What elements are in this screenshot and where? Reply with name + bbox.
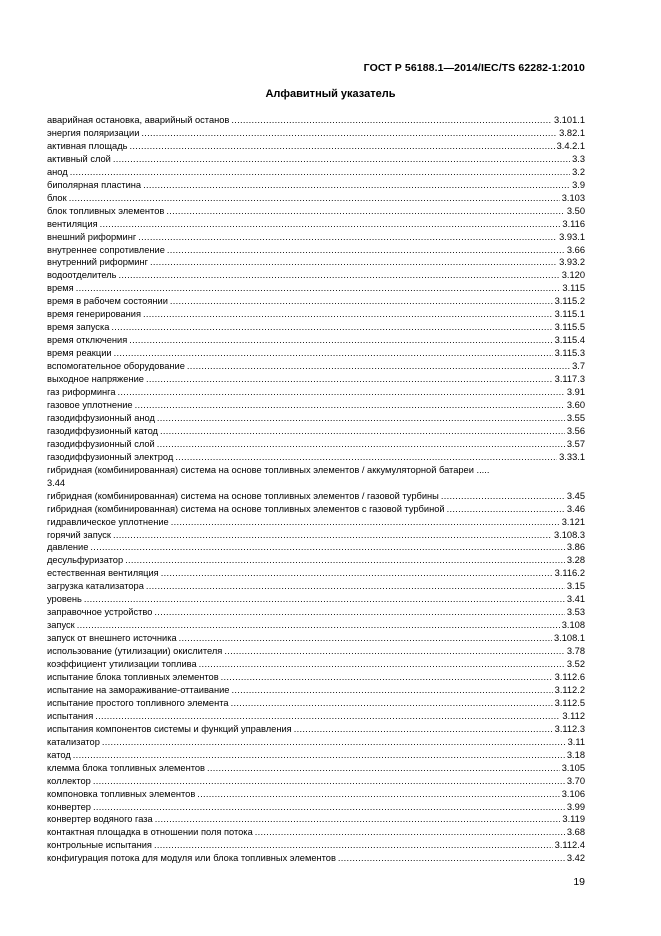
index-term: газодиффузионный слой (47, 438, 155, 449)
index-term: катод (47, 749, 71, 760)
index-term: газодиффузионный электрод (47, 451, 174, 462)
index-ref: 3.68 (566, 827, 585, 838)
dot-leader (141, 127, 557, 140)
index-entry (47, 244, 585, 257)
index-ref: 3.41 (566, 594, 585, 605)
index-ref: 3.93.1 (559, 231, 585, 242)
index-entry (47, 749, 585, 762)
index-entry (47, 308, 585, 321)
index-ref: 3.18 (566, 749, 585, 760)
index-ref: 3.60 (566, 399, 585, 410)
dot-leader (171, 516, 560, 529)
index-term: уровень (47, 594, 82, 605)
dot-leader (113, 529, 552, 542)
index-entry (47, 516, 585, 529)
index-entry (47, 529, 585, 542)
dot-leader (95, 710, 560, 723)
dot-leader (161, 567, 553, 580)
dot-leader (73, 749, 565, 762)
index-entry (47, 140, 585, 153)
dot-leader (150, 256, 557, 269)
index-ref: 3.9 (572, 179, 585, 190)
index-entry (47, 425, 585, 438)
index-entry (47, 826, 585, 839)
index-ref: 3.7 (572, 361, 585, 372)
dot-leader (114, 347, 553, 360)
dot-leader (338, 852, 565, 865)
index-term: биполярная пластина (47, 179, 142, 190)
index-entry (47, 282, 585, 295)
index-term: водоотделитель (47, 270, 117, 281)
index-term: внутренний риформинг (47, 257, 149, 268)
dot-leader (125, 554, 565, 567)
index-term: блок (47, 192, 67, 203)
index-entry (47, 775, 585, 788)
index-entry (47, 852, 585, 865)
index-ref: 3.15 (566, 581, 585, 592)
index-term: контактная площадка в отношении поля потока (47, 827, 253, 838)
dot-leader (84, 593, 565, 606)
index-term: гидравлическое уплотнение (47, 516, 169, 527)
index-term: внутреннее сопротивление (47, 244, 165, 255)
index-entry (47, 114, 585, 127)
index-entry (47, 192, 585, 205)
index-term: газодиффузионный анод (47, 412, 155, 423)
index-term: испытание простого топливного элемента (47, 697, 229, 708)
index-ref: 3.42 (566, 853, 585, 864)
index-term: гибридная (комбинированная) система на основе топливных элементов с газовой турбиной (47, 503, 445, 514)
index-ref: 3.2 (572, 166, 585, 177)
index-term: гибридная (комбинированная) система на основе топливных элементов / аккумуляторной батареи ..... (47, 464, 490, 475)
dot-leader (70, 166, 570, 179)
index-ref: 3.116 (562, 218, 585, 229)
index-entry (47, 632, 585, 645)
index-ref: 3.112.3 (554, 723, 585, 734)
index-entry (47, 839, 585, 852)
index-entry (47, 464, 585, 490)
dot-leader (157, 438, 565, 451)
dot-leader (187, 360, 570, 373)
index-entry (47, 321, 585, 334)
index-entry (47, 671, 585, 684)
index-entry (47, 645, 585, 658)
dot-leader (231, 684, 552, 697)
index-entry (47, 490, 585, 503)
dot-leader (154, 606, 564, 619)
index-ref: 3.50 (566, 205, 585, 216)
dot-leader (113, 153, 570, 166)
index-ref: 3.78 (566, 646, 585, 657)
dot-leader (135, 399, 565, 412)
dot-leader (197, 788, 559, 801)
dot-leader (154, 839, 553, 852)
index-entry (47, 295, 585, 308)
index-entry (47, 153, 585, 166)
index-ref: 3.28 (566, 555, 585, 566)
dot-leader (76, 282, 561, 295)
index-entry (47, 606, 585, 619)
index-term: время в рабочем состоянии (47, 296, 168, 307)
index-ref: 3.44 (47, 477, 66, 488)
dot-leader (138, 231, 557, 244)
index-ref: 3.117.3 (554, 374, 585, 385)
index-ref: 3.105 (561, 762, 585, 773)
dot-leader (143, 308, 553, 321)
index-entry (47, 619, 585, 632)
index-term: катализатор (47, 736, 100, 747)
dot-leader (146, 580, 565, 593)
index-entry (47, 179, 585, 192)
index-ref: 3.106 (561, 788, 585, 799)
index-ref: 3.103 (561, 192, 585, 203)
dot-leader (69, 192, 560, 205)
dot-leader (170, 295, 553, 308)
dot-leader (255, 826, 565, 839)
index-term: внешний риформинг (47, 231, 137, 242)
index-ref: 3.119 (562, 814, 585, 825)
dot-leader (100, 218, 561, 231)
dot-leader (143, 179, 570, 192)
index-entry (47, 697, 585, 710)
dot-leader (157, 412, 565, 425)
index-term: естественная вентиляция (47, 568, 159, 579)
dot-leader (160, 425, 565, 438)
index-term: заправочное устройство (47, 607, 153, 618)
index-ref: 3.56 (566, 425, 585, 436)
dot-leader (224, 645, 565, 658)
index-entry (47, 723, 585, 736)
index-ref: 3.45 (566, 490, 585, 501)
index-term: газ риформинга (47, 387, 116, 398)
index-ref: 3.112 (562, 710, 585, 721)
index-term: десульфуризатор (47, 555, 124, 566)
index-term: время (47, 283, 74, 294)
index-entry (47, 567, 585, 580)
index-term: активный слой (47, 153, 111, 164)
dot-leader (118, 386, 565, 399)
index-entry (47, 658, 585, 671)
index-term: запуск (47, 620, 75, 631)
index-entry (47, 360, 585, 373)
index-term: давление (47, 542, 89, 553)
index-term: запуск от внешнего источника (47, 633, 177, 644)
index-term: энергия поляризации (47, 127, 140, 138)
index-entry (47, 256, 585, 269)
index-ref: 3.112.6 (554, 671, 585, 682)
index-entry (47, 218, 585, 231)
index-ref: 3.66 (566, 244, 585, 255)
index-entry (47, 788, 585, 801)
dot-leader (221, 671, 553, 684)
index-term: испытания (47, 710, 94, 721)
index-term: контрольные испытания (47, 840, 152, 851)
index-entry (47, 503, 585, 516)
index-entry (47, 801, 585, 814)
index-term: конвертер водяного газа (47, 814, 153, 825)
index-ref: 3.46 (566, 503, 585, 514)
dot-leader (166, 205, 565, 218)
index-ref: 3.55 (566, 412, 585, 423)
dot-leader (175, 451, 557, 464)
index-term: время реакции (47, 348, 112, 359)
index-term: испытания компонентов системы и функций управления (47, 723, 292, 734)
dot-leader (77, 619, 560, 632)
dot-leader (93, 775, 565, 788)
index-ref: 3.101.1 (553, 115, 585, 125)
index-term: блок топливных элементов (47, 205, 165, 216)
index-term: аварийная остановка, аварийный останов (47, 115, 230, 125)
index-ref: 3.115.4 (554, 335, 585, 346)
index-entry (47, 554, 585, 567)
index-ref: 3.112.5 (554, 697, 585, 708)
index-ref: 3.33.1 (559, 451, 585, 462)
index-term: испытание блока топливных элементов (47, 671, 219, 682)
index-entry (47, 166, 585, 179)
index-ref: 3.52 (566, 659, 585, 670)
index-ref: 3.57 (566, 438, 585, 449)
index-entry (47, 736, 585, 749)
index-entry (47, 231, 585, 244)
index-ref: 3.91 (566, 387, 585, 398)
index-term: время генерирования (47, 309, 142, 320)
index-term: клемма блока топливных элементов (47, 762, 205, 773)
index-term: анод (47, 166, 68, 177)
dot-leader (111, 321, 552, 334)
index-entry (47, 399, 585, 412)
index-term: конвертер (47, 801, 91, 812)
index-entry (47, 127, 585, 140)
index-entry (47, 684, 585, 697)
index-entry (47, 347, 585, 360)
index-entry (47, 412, 585, 425)
index-term: испытание на замораживание-оттаивание (47, 684, 230, 695)
index-entry (47, 386, 585, 399)
index-ref: 3.3 (572, 153, 585, 164)
index-ref: 3.112.4 (554, 840, 585, 851)
index-ref: 3.120 (561, 270, 585, 281)
index-entry (47, 334, 585, 347)
index-term: коллектор (47, 775, 91, 786)
index-ref: 3.82.1 (559, 127, 585, 138)
index-term: выходное напряжение (47, 374, 144, 385)
index-entry (47, 541, 585, 554)
index-term: газодиффузионный катод (47, 425, 158, 436)
index-ref: 3.108.3 (553, 529, 585, 540)
index-term: время запуска (47, 322, 110, 333)
index-ref: 3.115.5 (554, 322, 585, 333)
index-entry (47, 451, 585, 464)
index-entry (47, 813, 585, 826)
index-ref: 3.115.2 (554, 296, 585, 307)
index-term: горячий запуск (47, 529, 111, 540)
dot-leader (294, 723, 553, 736)
index-term: загрузка катализатора (47, 581, 144, 592)
page-title: Алфавитный указатель (265, 88, 396, 100)
index-entry (47, 269, 585, 282)
dot-leader (155, 813, 561, 826)
index-term: компоновка топливных элементов (47, 788, 196, 799)
index-ref: 3.121 (561, 516, 585, 527)
index-ref: 3.115 (562, 283, 585, 294)
index-entry (47, 593, 585, 606)
dot-leader (129, 334, 552, 347)
index-term: вентиляция (47, 218, 98, 229)
index-ref: 3.108.1 (553, 633, 585, 644)
dot-leader (179, 632, 552, 645)
index-entry (47, 373, 585, 386)
dot-leader (231, 114, 552, 127)
index-ref: 3.108 (561, 620, 585, 631)
index-ref: 3.93.2 (559, 257, 585, 268)
index-ref: 3.115.1 (554, 309, 585, 320)
index-term: коэффициент утилизации топлива (47, 659, 197, 670)
index-entry (47, 762, 585, 775)
dot-leader (447, 503, 565, 516)
index-entry (47, 205, 585, 218)
index-term: время отключения (47, 335, 128, 346)
alphabetical-index (47, 114, 585, 865)
index-ref: 3.116.2 (554, 568, 585, 579)
index-ref: 3.115.3 (554, 348, 585, 359)
index-ref: 3.11 (567, 736, 585, 747)
index-term: использование (утилизации) окислителя (47, 646, 223, 657)
index-term: вспомогательное оборудование (47, 361, 185, 372)
dot-leader (199, 658, 565, 671)
index-ref: 3.4.2.1 (556, 140, 585, 151)
index-entry (47, 580, 585, 593)
dot-leader (129, 140, 554, 153)
dot-leader (441, 490, 565, 503)
index-ref: 3.99 (566, 801, 585, 812)
dot-leader (146, 373, 553, 386)
index-ref: 3.70 (566, 775, 585, 786)
index-entry (47, 438, 585, 451)
index-entry (47, 710, 585, 723)
index-term: конфигурация потока для модуля или блока топливных элементов (47, 853, 336, 864)
index-ref: 3.53 (566, 607, 585, 618)
index-ref: 3.86 (566, 542, 585, 553)
index-ref: 3.112.2 (554, 684, 585, 695)
dot-leader (167, 244, 565, 257)
standard-designation: ГОСТ Р 56188.1—2014/IEC/TS 62282-1:2010 (363, 62, 585, 74)
dot-leader (102, 736, 566, 749)
dot-leader (207, 762, 560, 775)
index-term: активная площадь (47, 140, 128, 151)
index-term: газовое уплотнение (47, 399, 133, 410)
dot-leader (231, 697, 553, 710)
page-number: 19 (573, 876, 585, 888)
index-term: гибридная (комбинированная) система на основе топливных элементов / газовой турбины (47, 490, 439, 501)
dot-leader (90, 541, 564, 554)
dot-leader (93, 801, 565, 814)
dot-leader (119, 269, 560, 282)
